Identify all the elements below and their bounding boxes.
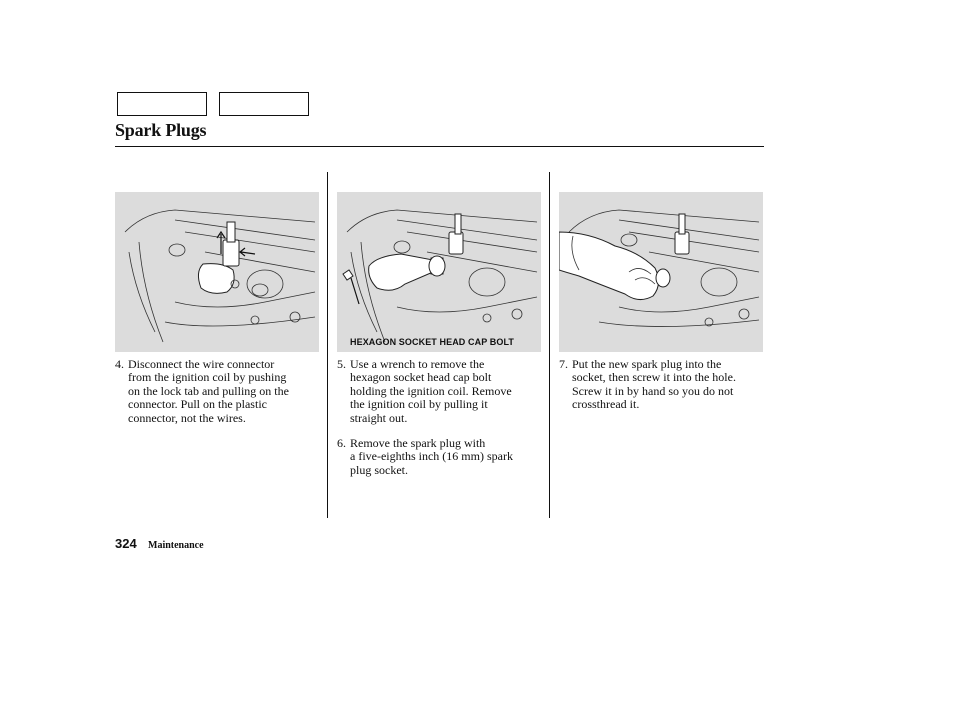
step-text: Remove the spark plug with a five-eighths inch (16 mm) spark plug socket. [350,436,513,477]
step-4 [115,358,320,425]
page-number: 324 [115,536,137,551]
bolt-callout-label: HEXAGON SOCKET HEAD CAP BOLT [350,337,514,347]
engine-illustration-3 [559,192,763,352]
column-divider-2 [549,172,550,518]
step-7 [559,358,764,412]
step-number: 4. [115,357,124,371]
page-title: Spark Plugs [115,120,207,140]
step-text: Put the new spark plug into the socket, then screw it into the hole. Screw it in by hand so you do not crossthread it. [572,357,736,412]
figure-disconnect-connector [115,192,319,352]
figure-install-spark-plug [559,192,763,352]
step-number: 6. [337,436,346,450]
section-name: Maintenance [148,540,204,551]
step-number: 5. [337,357,346,371]
step-number: 7. [559,357,568,371]
step-5 [337,358,542,425]
title-rule [115,146,764,147]
figure-remove-ignition-coil [337,192,541,352]
nav-tab-1[interactable] [117,92,207,116]
step-text: Disconnect the wire connector from the ignition coil by pushing on the lock tab and pulling on the connector. Pull on the plastic connector, not the wires. [128,357,289,425]
engine-illustration-1 [115,192,319,352]
engine-illustration-2 [337,192,541,352]
step-6 [337,437,542,477]
nav-tab-2[interactable] [219,92,309,116]
step-text: Use a wrench to remove the hexagon socket head cap bolt holding the ignition coil. Remove the ignition coil by pulling it straight out. [350,357,512,425]
column-divider-1 [327,172,328,518]
